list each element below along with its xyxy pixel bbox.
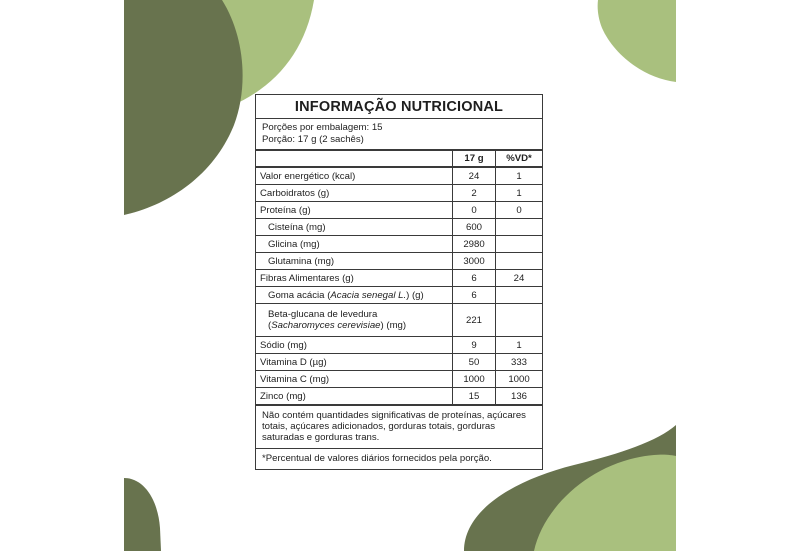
nutrient-name: Cisteína (mg) <box>256 219 453 236</box>
nutrient-table <box>256 151 542 406</box>
top-left-dark-blob <box>124 0 243 215</box>
table-row <box>256 167 542 185</box>
nutrient-amount: 221 <box>453 304 496 337</box>
name-part: ) (mg) <box>380 320 407 331</box>
table-header-row <box>256 151 542 167</box>
nutrient-name: Glicina (mg) <box>256 236 453 253</box>
nutrient-dv <box>496 236 543 253</box>
nutrient-dv: 333 <box>496 354 543 371</box>
nutrient-amount: 9 <box>453 337 496 354</box>
serving-size: Porção: 17 g (2 sachês) <box>262 133 364 145</box>
nutrient-amount: 2 <box>453 185 496 202</box>
table-row <box>256 371 542 388</box>
nutrient-amount: 0 <box>453 202 496 219</box>
nutrient-name <box>256 304 453 337</box>
header-blank <box>256 151 453 167</box>
nutrient-dv: 1 <box>496 167 543 185</box>
nutrient-amount: 6 <box>453 270 496 287</box>
nutrient-amount: 1000 <box>453 371 496 388</box>
nutrient-name <box>256 287 453 304</box>
nutrient-name: Sódio (mg) <box>256 337 453 354</box>
table-row <box>256 304 542 337</box>
label-title: INFORMAÇÃO NUTRICIONAL <box>256 95 542 119</box>
nutrient-name: Vitamina D (µg) <box>256 354 453 371</box>
nutrition-facts-label <box>255 94 543 470</box>
bottom-left-dark-blob <box>124 478 161 551</box>
nutrient-name: Zinco (mg) <box>256 388 453 406</box>
nutrient-amount: 2980 <box>453 236 496 253</box>
table-row <box>256 202 542 219</box>
nutrient-dv: 136 <box>496 388 543 406</box>
nutrient-dv <box>496 304 543 337</box>
name-line <box>268 320 448 331</box>
table-row <box>256 219 542 236</box>
nutrient-dv: 1000 <box>496 371 543 388</box>
name-part: ) (g) <box>406 289 424 301</box>
nutrient-dv <box>496 287 543 304</box>
name-line: Beta-glucana de levedura <box>268 309 378 320</box>
header-amount: 17 g <box>453 151 496 167</box>
nutrient-amount: 24 <box>453 167 496 185</box>
nutrient-dv: 24 <box>496 270 543 287</box>
name-part: ( <box>268 320 272 331</box>
nutrient-amount: 3000 <box>453 253 496 270</box>
nutrient-dv: 0 <box>496 202 543 219</box>
nutrient-name: Glutamina (mg) <box>256 253 453 270</box>
table-row <box>256 287 542 304</box>
servings-per-package: Porções por embalagem: 15 <box>262 122 383 133</box>
footnote-not-significant: Não contém quantidades significativas de proteínas, açúcares totais, açúcares adicionados, gorduras totais, gorduras saturadas e gorduras trans. <box>256 406 542 449</box>
nutrient-name: Valor energético (kcal) <box>256 167 453 185</box>
nutrient-name: Proteína (g) <box>256 202 453 219</box>
nutrient-dv: 1 <box>496 337 543 354</box>
nutrient-name: Vitamina C (mg) <box>256 371 453 388</box>
footnote-daily-value: *Percentual de valores diários fornecidos pela porção. <box>262 453 492 464</box>
nutrient-amount: 600 <box>453 219 496 236</box>
table-row <box>256 185 542 202</box>
nutrient-name: Carboidratos (g) <box>256 185 453 202</box>
top-right-light-blob <box>598 0 676 82</box>
species-name: Acacia senegal L. <box>330 289 407 301</box>
nutrient-amount: 50 <box>453 354 496 371</box>
nutrient-dv <box>496 253 543 270</box>
table-row <box>256 388 542 406</box>
table-row <box>256 354 542 371</box>
header-dv: %VD* <box>496 151 543 167</box>
species-name: Sacharomyces cerevisiae <box>271 320 381 331</box>
table-row <box>256 270 542 287</box>
nutrient-amount: 6 <box>453 287 496 304</box>
table-row <box>256 236 542 253</box>
nutrient-dv: 1 <box>496 185 543 202</box>
table-row <box>256 337 542 354</box>
nutrient-amount: 15 <box>453 388 496 406</box>
nutrient-name: Fibras Alimentares (g) <box>256 270 453 287</box>
name-part: Goma acácia ( <box>268 289 331 301</box>
serving-info <box>256 119 542 151</box>
nutrient-dv <box>496 219 543 236</box>
table-row <box>256 253 542 270</box>
